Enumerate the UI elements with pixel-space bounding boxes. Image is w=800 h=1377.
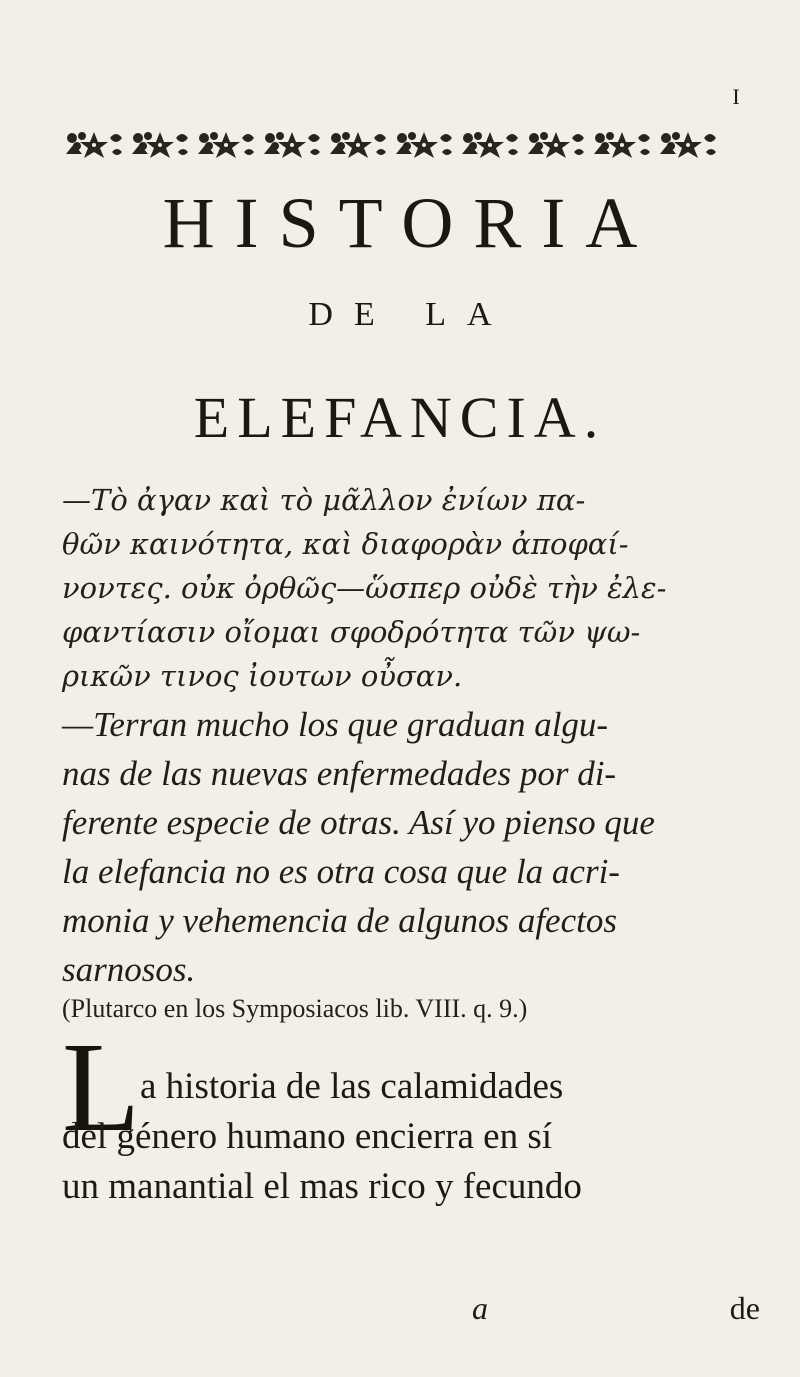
body-line: del género humano encierra en sí bbox=[62, 1116, 553, 1157]
greek-epigraph: —Τὸ ἀγαν καὶ τὸ μᾶλλον ἐνίων πα- θῶν καινότητα, καὶ διαφορὰν ἀποφαί- νοντες. οὐκ ὀρθῶς—ὥσπερ οὐδὲ τὴν ἐλε- φαντίασιν οἴομαι σφοδρότητα τῶν ψω- ρικῶν τινος ἰουτων οὖσαν. bbox=[62, 483, 667, 693]
title-elefancia: ELEFANCIA. bbox=[193, 385, 607, 450]
title-historia: HISTORIA bbox=[162, 183, 658, 263]
fleuron-band-icon bbox=[62, 128, 742, 162]
page-number: I bbox=[732, 84, 740, 109]
catchword: de bbox=[729, 1290, 760, 1326]
epigraph-citation: (Plutarco en los Symposiacos lib. VIII. q. 9.) bbox=[62, 994, 528, 1023]
signature-mark: a bbox=[472, 1290, 488, 1326]
drop-cap: L bbox=[62, 1016, 141, 1158]
spanish-translation: —Terran mucho los que graduan algu- nas de las nuevas enfermedades por di- ferente especie de otras. Así yo pienso que la elefancia no es otra cosa que la acri- monia y vehemencia de algunos afectos sarnosos. bbox=[62, 705, 655, 989]
body-line: un manantial el mas rico y fecundo bbox=[62, 1166, 582, 1207]
body-paragraph bbox=[62, 1062, 762, 1212]
body-line: a historia de las calamidades bbox=[140, 1066, 564, 1107]
page-footer bbox=[62, 1290, 762, 1334]
title-de-la: DE LA bbox=[308, 296, 513, 333]
